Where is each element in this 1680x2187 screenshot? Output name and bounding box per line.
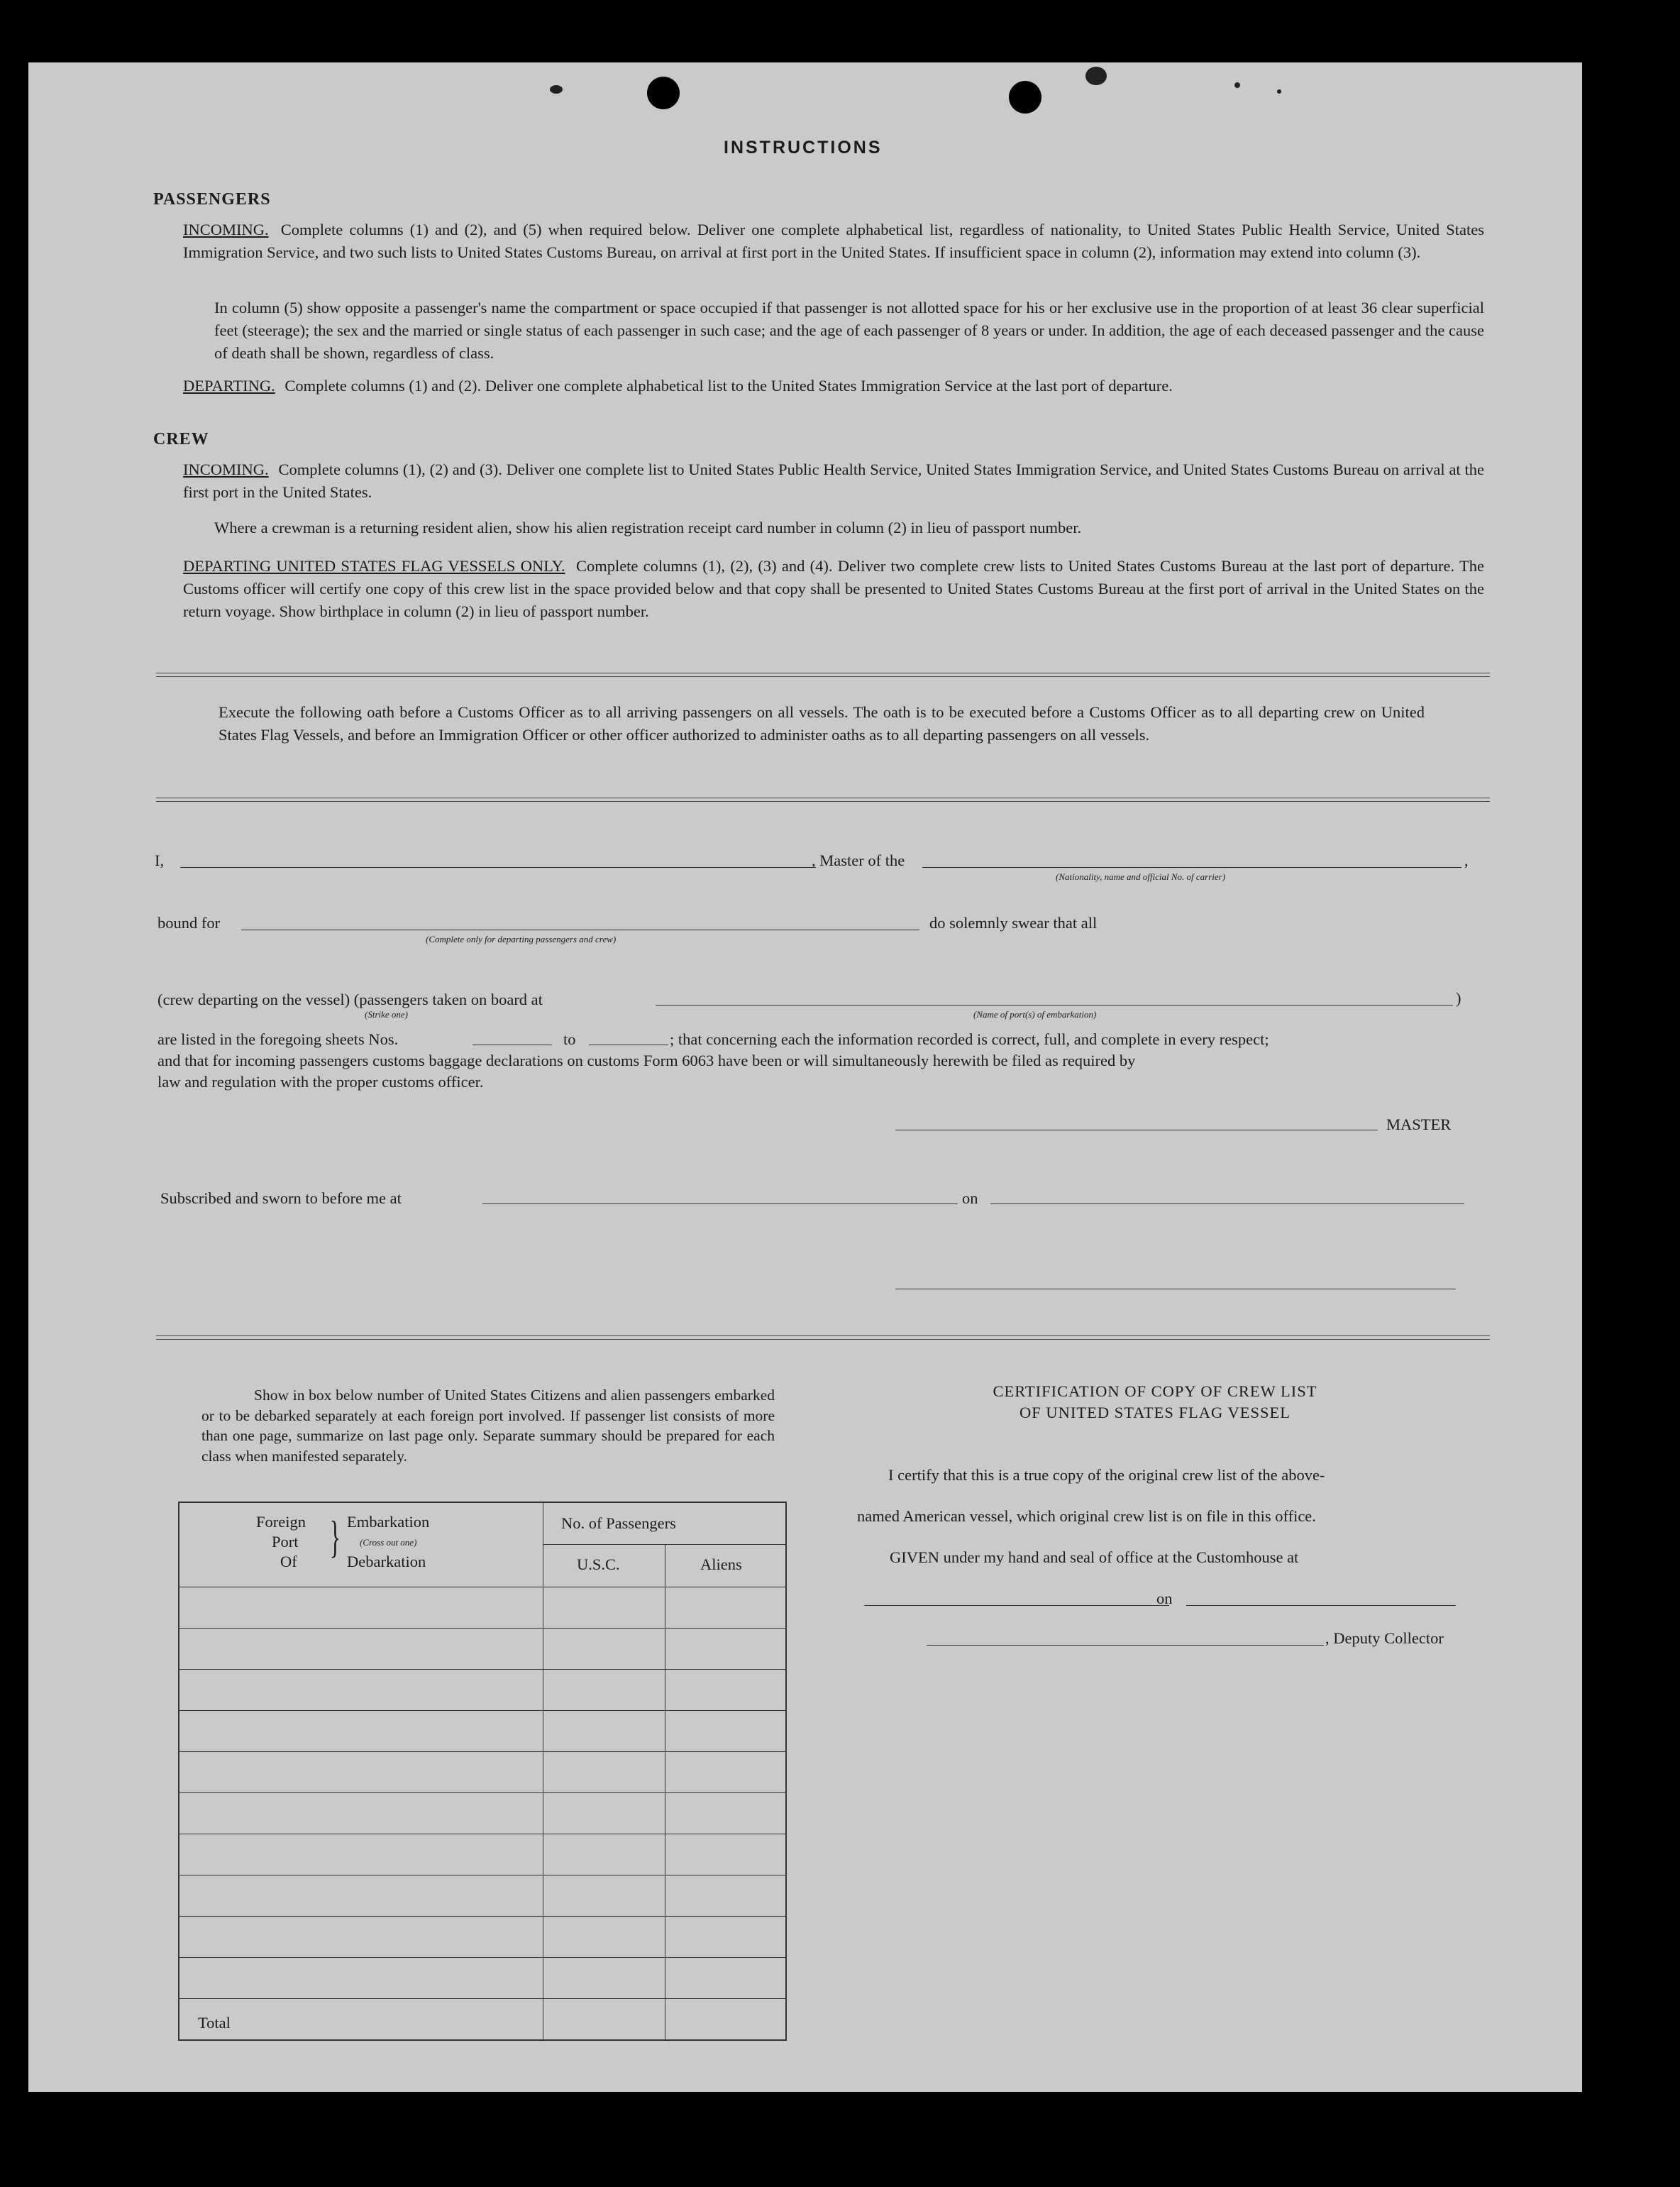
ink-speck bbox=[1234, 82, 1240, 88]
section-divider bbox=[156, 798, 1490, 802]
listed-to: to bbox=[563, 1030, 576, 1048]
section-divider bbox=[156, 673, 1490, 677]
close-paren: ) bbox=[1456, 989, 1461, 1007]
passengers-column5-text: In column (5) show opposite a passenger's name the compartment or space occupied if that passenger is not allotted space for his or her exclusive use in the proportion of at least 36 clear superficial feet (steerage); the sex and the married or single status of each passenger in such case; and the age of each passenger of 8 years or under. In addition, the age of each deceased passenger and the cause of death shall be shown, regardless of class. bbox=[214, 299, 1484, 362]
subscribed-date-line[interactable] bbox=[990, 1203, 1464, 1204]
ink-speck bbox=[1277, 89, 1281, 94]
passengers-heading: PASSENGERS bbox=[153, 190, 271, 209]
passenger-summary-table bbox=[178, 1502, 787, 2041]
oath-i-label: I, bbox=[155, 852, 165, 869]
crew-departing-label: DEPARTING UNITED STATES FLAG VESSELS ONLY. bbox=[183, 557, 565, 575]
strike-one-hint: (Strike one) bbox=[365, 1009, 409, 1020]
deputy-signature-line[interactable] bbox=[927, 1645, 1324, 1646]
crew-departing-paragraph bbox=[183, 555, 1484, 623]
col-debarkation: Debarkation bbox=[347, 1553, 426, 1570]
col-embarkation: Embarkation bbox=[347, 1513, 430, 1531]
section-divider bbox=[156, 1335, 1490, 1340]
crew-resident-paragraph bbox=[183, 517, 1484, 539]
listed-prefix: are listed in the foregoing sheets Nos. bbox=[158, 1030, 399, 1048]
col-of: Of bbox=[280, 1553, 297, 1570]
oath-line2: and that for incoming passengers customs baggage declarations on customs Form 6063 have been or will simultaneously herewith be filed as required by bbox=[158, 1052, 1136, 1069]
col-brace: } bbox=[329, 1511, 341, 1562]
certification-line3: GIVEN under my hand and seal of office at the Customhouse at bbox=[890, 1548, 1299, 1566]
customhouse-line[interactable] bbox=[864, 1605, 1169, 1606]
bound-for-label: bound for bbox=[158, 914, 221, 932]
passengers-column5-paragraph bbox=[183, 297, 1484, 365]
crew-incoming-text: Complete columns (1), (2) and (3). Deliver one complete list to United States Public Health Service, United States Immigration Service, and United States Customs Bureau on arrival at the first port in the United States. bbox=[183, 461, 1485, 501]
certification-on-label: on bbox=[1156, 1590, 1173, 1607]
table-row-divider bbox=[179, 1710, 785, 1711]
ink-speck bbox=[1085, 67, 1107, 85]
table-subheader-divider bbox=[543, 1544, 785, 1545]
passengers-departing-paragraph bbox=[183, 375, 1484, 397]
subscribed-place-line[interactable] bbox=[482, 1203, 958, 1204]
embarkation-port-line[interactable] bbox=[656, 1005, 1453, 1006]
table-row-divider bbox=[179, 1792, 785, 1793]
ink-speck bbox=[550, 85, 563, 94]
crew-incoming-label: INCOMING. bbox=[183, 461, 269, 478]
summary-instructions: Show in box below number of United States Citizens and alien passengers embarked or to be debarked separately at each foreign port involved. If passenger list consists of more than one page, summarize on last page only. Separate summary should be prepared for each class when manifested separately. bbox=[201, 1387, 775, 1465]
passengers-departing-label: DEPARTING. bbox=[183, 377, 275, 395]
document-page bbox=[28, 62, 1582, 2092]
col-foreign: Foreign bbox=[256, 1513, 306, 1531]
carrier-hint: (Nationality, name and official No. of carrier) bbox=[1056, 871, 1226, 882]
deputy-collector-label: , Deputy Collector bbox=[1325, 1629, 1444, 1647]
passengers-incoming-paragraph bbox=[183, 219, 1484, 264]
bound-for-hint: (Complete only for departing passengers and crew) bbox=[426, 934, 617, 944]
table-row-divider bbox=[179, 1957, 785, 1958]
swear-text: do solemnly swear that all bbox=[929, 914, 1098, 932]
certification-line2: named American vessel, which original crew list is on file in this office. bbox=[857, 1507, 1316, 1525]
table-row-divider bbox=[179, 1751, 785, 1752]
crew-departing-text: (crew departing on the vessel) (passengers taken on board at bbox=[158, 991, 543, 1008]
col-no-passengers: No. of Passengers bbox=[561, 1514, 676, 1532]
col-cross-out: (Cross out one) bbox=[360, 1537, 417, 1548]
embark-hint: (Name of port(s) of embarkation) bbox=[973, 1009, 1097, 1020]
table-row-divider bbox=[179, 1916, 785, 1917]
passengers-departing-text: Complete columns (1) and (2). Deliver one complete alphabetical list to the United States Immigration Service at the last port of departure. bbox=[284, 377, 1173, 395]
table-row-divider bbox=[179, 1669, 785, 1670]
master-name-line[interactable] bbox=[180, 867, 816, 868]
passengers-incoming-label: INCOMING. bbox=[183, 221, 269, 238]
page-title: INSTRUCTIONS bbox=[724, 138, 883, 158]
crew-heading: CREW bbox=[153, 430, 209, 448]
col-usc: U.S.C. bbox=[577, 1555, 620, 1573]
master-label: MASTER bbox=[1386, 1115, 1452, 1133]
col-aliens: Aliens bbox=[700, 1555, 742, 1573]
certification-date-line[interactable] bbox=[1186, 1605, 1456, 1606]
punch-hole-left bbox=[647, 77, 680, 109]
table-row-divider bbox=[179, 1628, 785, 1629]
certification-line1: I certify that this is a true copy of the original crew list of the above- bbox=[888, 1466, 1325, 1484]
col-port: Port bbox=[272, 1533, 299, 1550]
master-of-the-label: , Master of the bbox=[812, 852, 905, 869]
carrier-line[interactable] bbox=[922, 867, 1461, 868]
oath-line3: law and regulation with the proper customs officer. bbox=[158, 1073, 484, 1091]
total-label: Total bbox=[198, 2014, 231, 2032]
subscribed-on-label: on bbox=[962, 1189, 978, 1207]
listed-suffix: ; that concerning each the information recorded is correct, full, and complete in every respect; bbox=[670, 1030, 1269, 1048]
crew-departing-text: Complete columns (1), (2), (3) and (4). Deliver two complete crew lists to United States Customs Bureau at the last port of departure. The Customs officer will certify one copy of this crew list in the space provided below and that copy shall be presented to United States Customs Bureau at the first port of arrival in the United States on the return voyage. Show birthplace in column (2) in lieu of passport number. bbox=[183, 557, 1484, 620]
oath-comma: , bbox=[1464, 852, 1469, 869]
certification-title bbox=[900, 1381, 1410, 1423]
crew-incoming-paragraph bbox=[183, 458, 1484, 504]
passengers-incoming-text: Complete columns (1) and (2), and (5) when required below. Deliver one complete alphabetical list, regardless of nationality, to United States Public Health Service, United States Immigration Service, and two such lists to United States Customs Bureau, on arrival at first port in the United States. If insufficient space in column (2), information may extend into column (3). bbox=[183, 221, 1485, 261]
crew-resident-text: Where a crewman is a returning resident alien, show his alien registration receipt card number in column (2) in lieu of passport number. bbox=[214, 519, 1082, 536]
table-row-divider bbox=[179, 1998, 785, 1999]
certification-title-line1: CERTIFICATION OF COPY OF CREW LIST bbox=[993, 1382, 1317, 1400]
certification-title-line2: OF UNITED STATES FLAG VESSEL bbox=[1019, 1404, 1291, 1421]
subscribed-label: Subscribed and sworn to before me at bbox=[160, 1189, 402, 1207]
punch-hole-right bbox=[1009, 81, 1041, 114]
oath-instructions: Execute the following oath before a Customs Officer as to all arriving passengers on all vessels. The oath is to be executed before a Customs Officer as to all departing crew on United States Flag Vessels, and before an Immigration Officer or other officer authorized to administer oaths as to all departing passengers on all vessels. bbox=[219, 703, 1425, 744]
